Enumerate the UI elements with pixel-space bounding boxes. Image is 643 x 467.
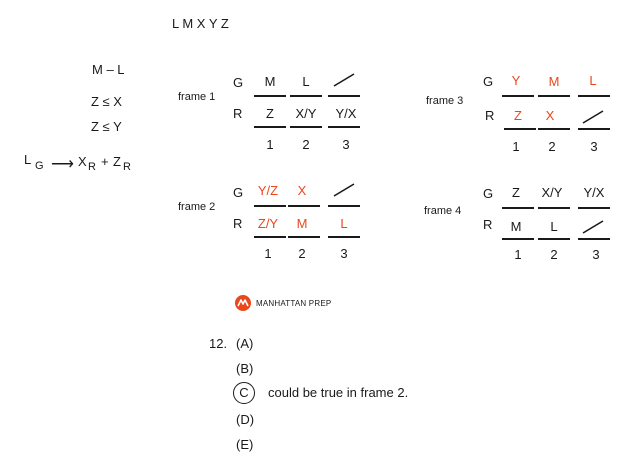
frame-3-n3: 3 xyxy=(590,139,598,154)
cond-x: X xyxy=(78,154,87,169)
logo-text: MANHATTAN PREP xyxy=(256,298,332,308)
frame-1-r1: Z xyxy=(266,106,274,121)
frame-2-r3: L xyxy=(340,216,348,231)
frame-2-r-label: R xyxy=(233,216,243,231)
frame-3-r-label: R xyxy=(485,108,495,123)
answer-c: C xyxy=(233,382,255,404)
rule-1: M – L xyxy=(92,62,125,77)
answer-d: (D) xyxy=(236,412,255,427)
arrow-right-icon: ⟶ xyxy=(51,156,74,173)
frame-1-g1: M xyxy=(264,74,276,89)
frame-2-g3-slash xyxy=(332,182,356,198)
answer-e: (E) xyxy=(236,437,254,452)
frame-3 xyxy=(426,68,626,158)
frame-1-label: frame 1 xyxy=(178,91,216,103)
frame-1-g3-slash xyxy=(332,72,356,88)
frame-4-g1: Z xyxy=(512,185,520,200)
frame-4-g2: X/Y xyxy=(541,185,563,200)
frame-4-r3-slash xyxy=(581,219,605,235)
frame-1-n3: 3 xyxy=(342,137,350,152)
frame-2-n1: 1 xyxy=(264,246,272,261)
frame-3-n2: 2 xyxy=(548,139,556,154)
frame-2-g-label: G xyxy=(233,185,244,200)
frame-4-r2: L xyxy=(550,219,558,234)
answer-c-text: could be true in frame 2. xyxy=(268,385,409,400)
cond-r1-sub: R xyxy=(88,161,96,173)
frame-1-n2: 2 xyxy=(302,137,310,152)
frame-1-g-label: G xyxy=(233,75,244,90)
logo-mark-icon xyxy=(234,294,252,312)
frame-3-r1: Z xyxy=(514,108,522,123)
cond-plus: + xyxy=(101,154,109,169)
frame-4 xyxy=(424,180,624,270)
frame-4-n2: 2 xyxy=(550,247,558,262)
frame-4-g3: Y/X xyxy=(583,185,605,200)
conditional-rule xyxy=(24,152,164,176)
frame-1-r-label: R xyxy=(233,106,243,121)
cond-l: L xyxy=(24,152,32,167)
frame-4-label: frame 4 xyxy=(424,205,462,217)
frame-1-r3: Y/X xyxy=(335,106,357,121)
rule-2: Z ≤ X xyxy=(91,94,122,109)
frame-2-n3: 3 xyxy=(340,246,348,261)
answer-a: (A) xyxy=(236,336,254,351)
frame-4-n1: 1 xyxy=(514,247,522,262)
frame-3-g1: Y xyxy=(511,73,521,88)
frame-2-g1: Y/Z xyxy=(257,183,279,198)
manhattan-prep-logo xyxy=(234,294,331,312)
answer-c-circled xyxy=(233,382,255,404)
frame-4-r-label: R xyxy=(483,217,493,232)
frame-1-r2: X/Y xyxy=(295,106,317,121)
frame-3-g3: L xyxy=(589,73,597,88)
frame-4-g-label: G xyxy=(483,186,494,201)
question-number: 12. xyxy=(209,336,228,351)
frame-3-r3-slash xyxy=(581,109,605,125)
frame-1-g2: L xyxy=(302,74,310,89)
cond-z: Z xyxy=(113,154,121,169)
cond-r2-sub: R xyxy=(123,161,131,173)
cond-g-sub: G xyxy=(35,160,44,172)
frame-2-n2: 2 xyxy=(298,246,306,261)
frame-1-n1: 1 xyxy=(266,137,274,152)
frame-3-label: frame 3 xyxy=(426,95,464,107)
frame-2 xyxy=(178,176,378,266)
frame-2-g2: X xyxy=(297,183,307,198)
frame-2-label: frame 2 xyxy=(178,201,216,213)
frame-4-r1: M xyxy=(510,219,522,234)
frame-3-r2: X xyxy=(545,108,555,123)
variables-list: L M X Y Z xyxy=(172,16,229,31)
frame-4-n3: 3 xyxy=(592,247,600,262)
frame-2-r1: Z/Y xyxy=(257,216,279,231)
frame-3-g-label: G xyxy=(483,74,494,89)
frame-1 xyxy=(178,66,378,156)
frame-3-n1: 1 xyxy=(512,139,520,154)
rule-3: Z ≤ Y xyxy=(91,119,122,134)
frame-3-g2: M xyxy=(548,74,560,89)
answer-b: (B) xyxy=(236,361,254,376)
frame-2-r2: M xyxy=(296,216,308,231)
